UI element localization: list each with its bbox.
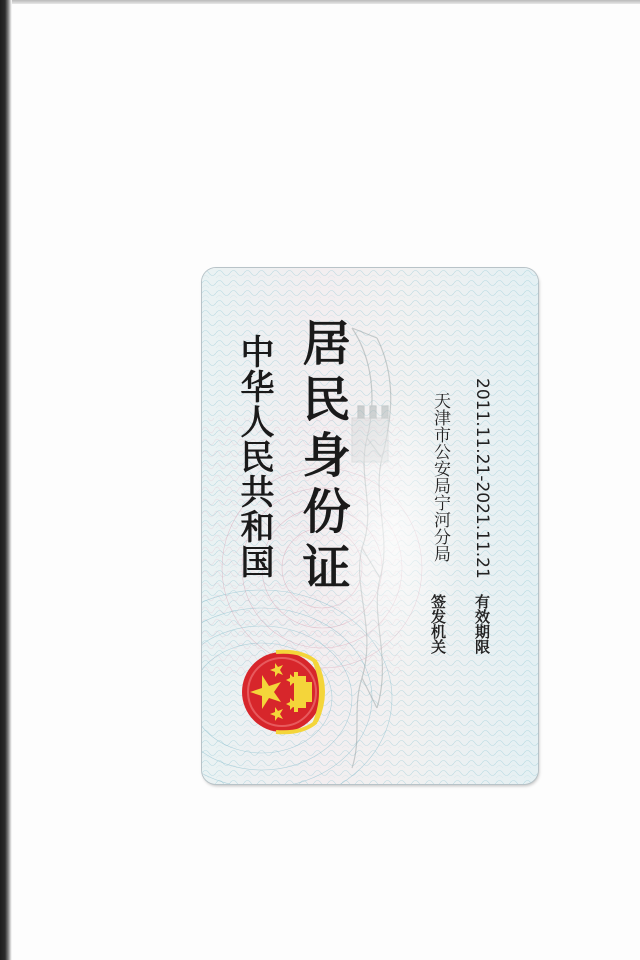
scanner-edge-top [0,0,640,4]
country-name: 中华人民共和国 [234,334,274,579]
validity-value: 2011.11.21-2021.11.21 [472,378,492,579]
id-card-back [202,268,538,784]
card-title: 居民身份证 [294,318,350,598]
national-emblem-icon [232,646,332,738]
scanner-edge-left [0,0,12,960]
validity-label: 有效期限 [473,594,491,654]
issuer-value: 天津市公安局宁河分局 [430,392,450,562]
issuer-label: 签发机关 [429,594,447,654]
